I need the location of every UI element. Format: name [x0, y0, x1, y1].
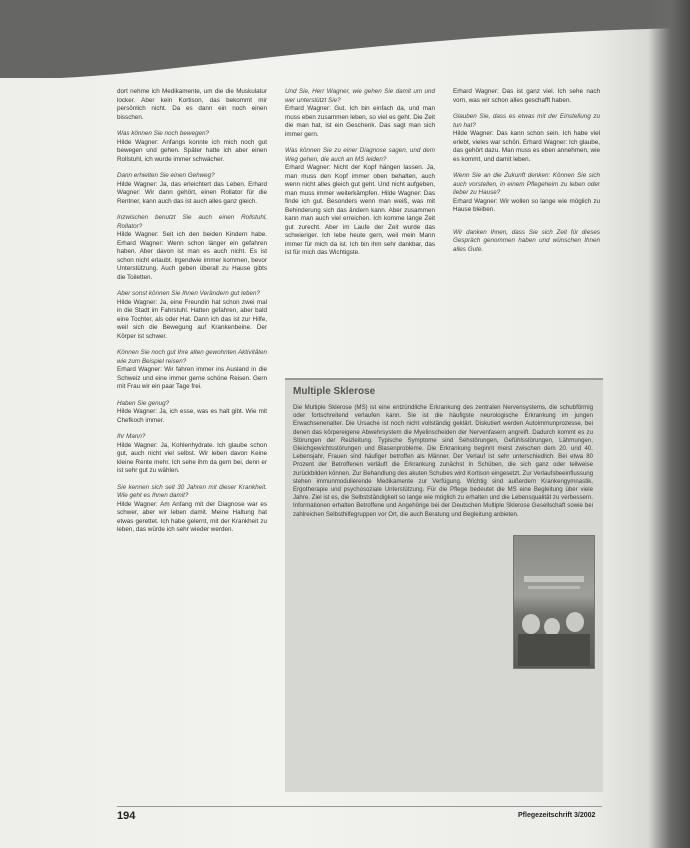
interview-question: Wenn Sie an die Zukunft denken: Können Sie sich auch vorstellen, in einem Pflegeheim zu leben oder lieber zu Hause?	[453, 172, 600, 196]
interview-answer: Hilde Wagner: Am Anfang mit der Diagnose war es schwer, aber wir leben damit. Meine Haltung hat etwas gerettet. Ich habe gelernt, mit der Krankheit zu leben, das würde ich sehr wieder werden.	[117, 500, 267, 533]
interview-question: Inzwischen benutzt Sie auch einen Rollstuhl, Rollator?	[117, 214, 267, 230]
interview-paragraph	[117, 130, 267, 164]
interview-paragraph	[117, 172, 267, 206]
interview-paragraph	[117, 88, 267, 122]
interview-answer: Hilde Wagner: Ja, Kohlenhydrate. Ich glaube schon gut, auch nicht viel selbst. Wir leben davon Keine kleine Rente mehr. Ich sehe ihm da gern bei, denn er ist sehr gut zu wählen.	[117, 441, 267, 474]
interview-paragraph	[117, 214, 267, 282]
interview-answer: Hilde Wagner: Das kann schon sein. Ich habe viel erlebt, vieles war schön. Erhard Wagner: Ich glaube, das gehört dazu. Man muss es eben annehmen, wie es kommt, und damit leben.	[453, 130, 600, 163]
footer-divider	[117, 806, 602, 807]
journal-name: Pflegezeitschrift 3/2002	[518, 812, 596, 819]
interview-question: Können Sie noch gut Ihre alten gewohnten Aktivitäten wie zum Beispiel reisen?	[117, 349, 267, 365]
interview-column-2	[285, 88, 435, 266]
interview-answer: Hilde Wagner: Anfangs konnte ich mich noch gut bewegen und gehen. Später hatte ich aber einen Rollstuhl, ich wurde immer schwächer.	[117, 138, 267, 163]
interview-answer: Hilde Wagner: Ja, eine Freundin hat schon zwei mal in die Stadt im Fahrstuhl. Hatten gefahren, aber bald eine Tochter, als oder Hat. Dann ich das ist zur Hilfe, weil sich die Bewegung auf Krankenbeine. Der Körper ist schwer.	[117, 298, 267, 340]
interview-question: Was können Sie noch bewegen?	[117, 130, 209, 137]
interview-paragraph	[453, 113, 600, 164]
interview-answer: Erhard Wagner: Nicht der Kopf hängen lassen. Ja, man muss den Kopf immer oben behalten, auch wenn nicht alles gleich gut geht. Und nicht aufgeben, man muss immer weiterkämpfen. Hilde Wagner: Das finde ich gut. Besonders wenn man weiß, was mit Behinderung sich das ändern kann. Aber zusammen kann man auch viel erreichen. Ich komme lange Zeit gut zurecht. Aber im Laufe der Zeit wurde das schwieriger. Ich lebe heute gern, weil mein Mann immer für mich da ist. Ich bin ihm sehr dankbar, das ist für mich das Wichtigste.	[285, 164, 435, 256]
interview-question: Sie kennen sich seit 30 Jahren mit dieser Krankheit. Wie geht es Ihnen damit?	[117, 483, 267, 499]
interview-paragraph	[117, 349, 267, 392]
page-number: 194	[117, 810, 136, 822]
interview-question: Was können Sie zu einer Diagnose sagen, und dem Weg gehen, die auch an MS leiden?	[285, 147, 435, 163]
interview-question: Glauben Sie, dass es etwas mit der Einstellung zu tun hat?	[453, 113, 600, 129]
interview-question: Dann erhielten Sie einen Gehweg?	[117, 172, 215, 179]
interview-paragraph	[453, 88, 600, 105]
interview-answer: Erhard Wagner: Das ist ganz viel. Ich sehe nach vorn, was wir schon alles geschafft haben.	[453, 88, 600, 104]
interview-paragraph	[285, 88, 435, 139]
info-box-text: Die Multiple Sklerose (MS) ist eine entzündliche Erkrankung des zentralen Nervensystems, die schubförmig oder fortschreitend verlaufen kann. Sie ist die häufigste neurologische Erkrankung im jungen Erwachsenenalter. Die Ursache ist noch nicht vollständig geklärt. Diskutiert werden Autoimmunprozesse, bei denen das körpereigene Abwehrsystem die Myelinscheiden der Nervenfasern angreift. Dadurch kommt es zu Störungen der Reizleitung. Typische Symptome sind Sehstörungen, Gefühlsstörungen, Lähmungen, Gleichgewichtsstörungen und Blasenprobleme. Die Erkrankung beginnt meist zwischen dem 20. und 40. Lebensjahr, Frauen sind häufiger betroffen als Männer. Der Verlauf ist sehr unterschiedlich. Bei etwa 80 Prozent der Betroffenen verläuft die Erkrankung zunächst in Schüben, die sich ganz oder teilweise zurückbilden können. Zur Behandlung des akuten Schubes wird Kortison eingesetzt. Zur Verlaufsbeeinflussung stehen immunmodulierende Medikamente zur Verfügung. Wichtig sind außerdem Krankengymnastik, Ergotherapie und psychosoziale Unterstützung. Für die Pflege bedeutet die MS eine Begleitung über viele Jahre. Ziel ist es, die Selbstständigkeit so lange wie möglich zu erhalten und die Lebensqualität zu verbessern. Informationen erhalten Betroffene und Angehörige bei der Deutschen Multiple Sklerose Gesellschaft sowie bei zahlreichen Selbsthilfegruppen vor Ort, die auch Beratung und Begleitung anbieten.	[293, 404, 593, 518]
page-top-curve	[0, 0, 690, 80]
ms-info-box	[285, 378, 603, 792]
interview-answer: Hilde Wagner: Ja, das erleichtert das Leben. Erhard Wagner: Wir dann gehört, einen Rollator für die Rentner, kann auch das ist auch alles ganz gleich.	[117, 180, 267, 205]
interview-paragraph	[117, 433, 267, 476]
interview-answer: Hilde Wagner: Seit ich den beiden Kindern habe. Erhard Wagner: Wenn schon länger ein gefahren haben. Aber davon ist man es auch nicht. Es ist schon nicht erlaubt. Irgendwie immer kommen, bevor Unterstützung. Auch geben überall zu Hause gibts die Toiletten.	[117, 231, 267, 281]
cover-dark-area	[518, 634, 590, 666]
book-cover-photo	[513, 535, 595, 669]
interview-answer: Hilde Wagner: Ja, ich esse, was es halt gibt. Wie mit Chefkoch immer.	[117, 408, 267, 424]
interview-answer: dort nehme ich Medikamente, um die die Muskulatur locker. Aber kein Kortison, das bekommt mir persönlich nicht. Da es dann ein noch einen bisschen.	[117, 88, 267, 121]
closing-remark: Wir danken Ihnen, dass Sie sich Zeit für dieses Gespräch genommen haben und wünschen Ihnen alles Gute.	[453, 228, 600, 253]
interview-paragraph	[117, 290, 267, 341]
interview-paragraph	[285, 147, 435, 258]
binding-shadow	[648, 0, 690, 848]
cover-subtitle-bar	[528, 586, 580, 589]
interview-column-3	[453, 88, 600, 260]
cover-title-bar	[524, 576, 584, 582]
interview-column-1	[117, 88, 267, 543]
interview-question: Ihr Mann?	[117, 433, 146, 440]
interview-question: Aber sonst können Sie Ihnen Verändern gut leben?	[117, 290, 260, 297]
interview-answer: Erhard Wagner: Wir wollen so lange wie möglich zu Hause bleiben.	[453, 197, 600, 213]
interview-question: Und Sie, Herr Wagner, wie gehen Sie damit um und wer unterstützt Sie?	[285, 88, 435, 104]
interview-paragraph	[117, 484, 267, 535]
interview-question: Haben Sie genug?	[117, 399, 170, 407]
info-box-title: Multiple Sklerose	[293, 386, 376, 397]
interview-paragraph	[117, 400, 267, 426]
person-head	[522, 614, 540, 634]
interview-paragraph	[453, 172, 600, 215]
person-head	[566, 612, 584, 632]
interview-answer: Erhard Wagner: Wir fahren immer ins Ausland in die Schweiz und eine immer gerne schöne Reisen. Gern mit Frau wir ein paar Tage frei.	[117, 366, 267, 390]
interview-answer: Erhard Wagner: Gut. Ich bin einfach da, und man muss eben zusammen leben, so viel es geht. Die Zeit die man hat, ist ein Geschenk. Das sagt man sich immer gern.	[285, 105, 435, 138]
